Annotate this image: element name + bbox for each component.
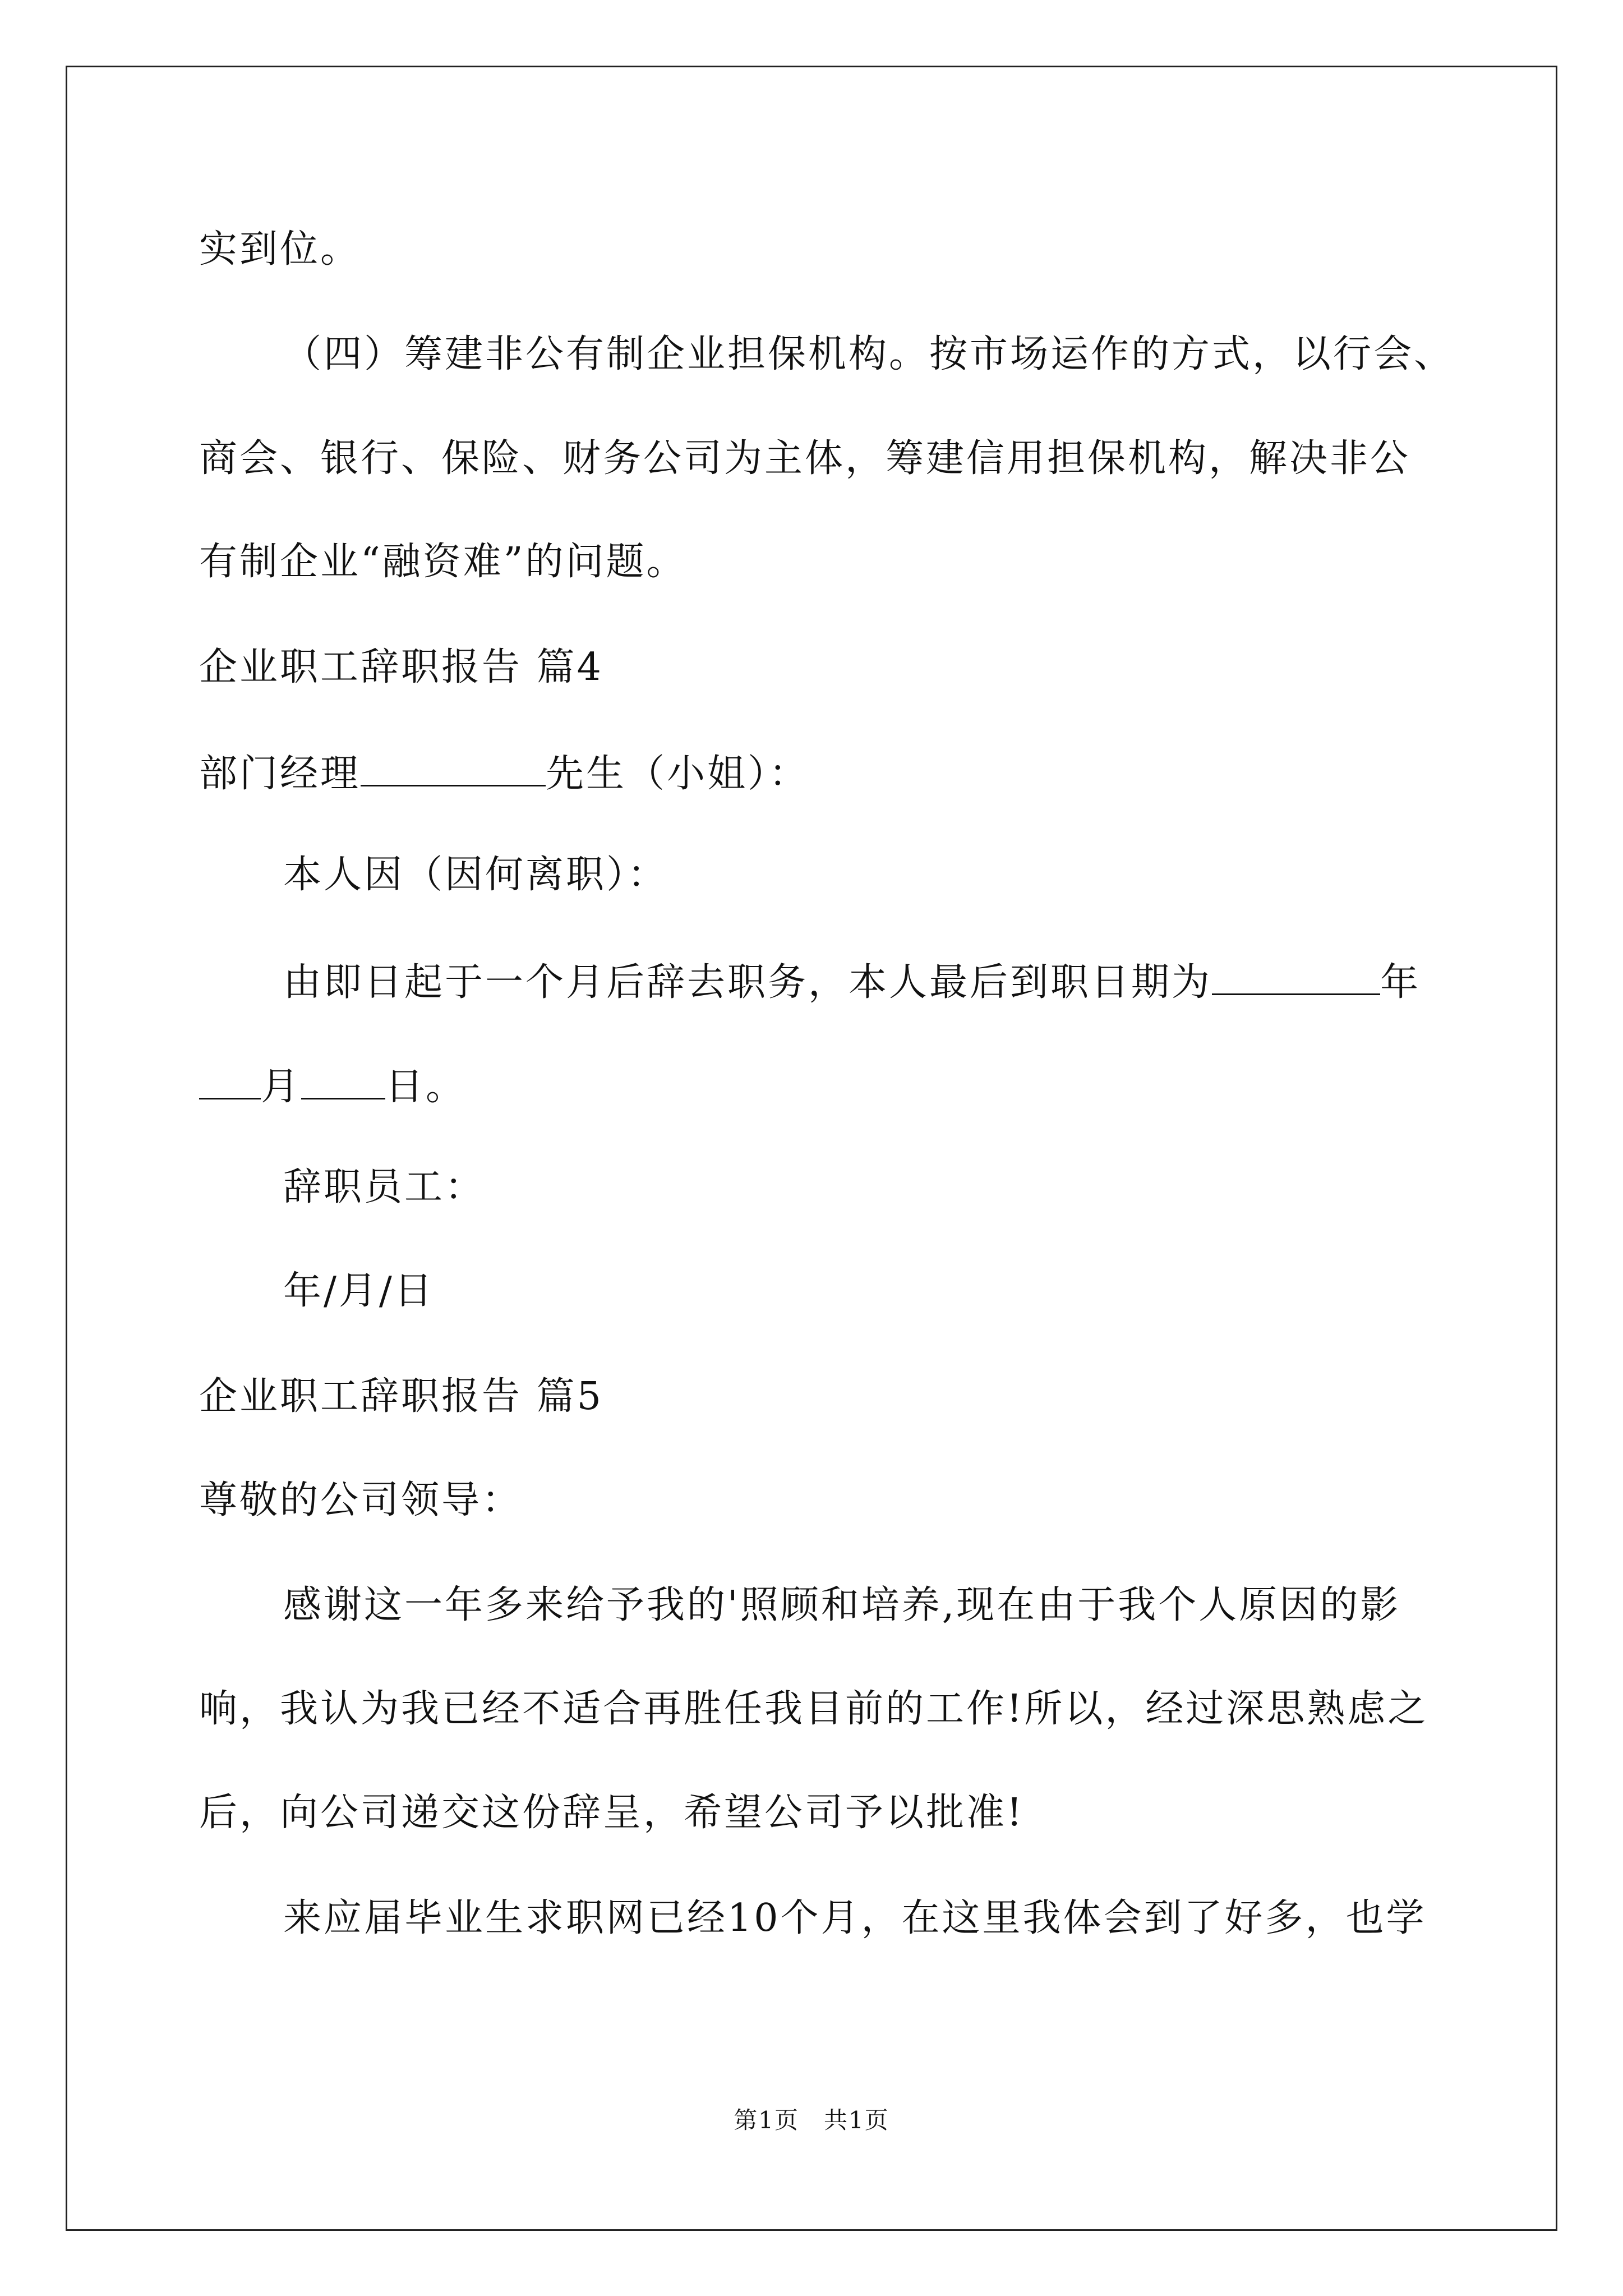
paragraph-line: 响，我认为我已经不适合再胜任我目前的工作!所以，经过深思熟虑之 <box>199 1687 1428 1731</box>
salutation-line <box>199 749 809 797</box>
section-heading: 企业职工辞职报告 篇5 <box>199 1374 603 1419</box>
section-heading: 企业职工辞职报告 篇4 <box>199 645 603 689</box>
day-label: 日。 <box>385 1065 467 1109</box>
salutation-line: 尊敬的公司领导： <box>199 1478 523 1522</box>
page-footer: 第1页 共1页 <box>734 2106 889 2134</box>
paragraph-line: 商会、银行、保险、财务公司为主体，筹建信用担保机构，解决非公 <box>199 436 1411 481</box>
blank-underline <box>1212 958 1380 995</box>
salutation-prefix: 部门经理 <box>199 752 361 796</box>
paragraph-line: 实到位。 <box>199 227 361 272</box>
blank-underline <box>361 749 546 786</box>
resign-date-text: 由即日起于一个月后辞去职务，本人最后到职日期为 <box>283 960 1212 1005</box>
month-label: 月 <box>261 1065 302 1109</box>
paragraph-line <box>283 958 1421 1005</box>
date-label: 年/月/日 <box>283 1269 435 1313</box>
blank-underline <box>301 1062 385 1099</box>
paragraph-line: 来应届毕业生求职网已经10个月，在这里我体会到了好多，也学 <box>283 1896 1427 1940</box>
paragraph-line: （四）筹建非公有制企业担保机构。按市场运作的方式，以行会、 <box>283 332 1455 376</box>
paragraph-line <box>199 1062 466 1110</box>
paragraph-line: 有制企业“融资难”的问题。 <box>199 540 687 584</box>
signature-label: 辞职员工： <box>283 1165 486 1209</box>
paragraph-line: 感谢这一年多来给予我的'照顾和培养,现在由于我个人原因的影 <box>283 1583 1401 1627</box>
paragraph-line: 本人因（因何离职）： <box>283 853 668 897</box>
blank-underline <box>199 1062 261 1099</box>
paragraph-line: 后，向公司递交这份辞呈，希望公司予以批准! <box>199 1791 1025 1835</box>
salutation-suffix: 先生（小姐）： <box>546 752 810 796</box>
year-label: 年 <box>1380 960 1421 1005</box>
